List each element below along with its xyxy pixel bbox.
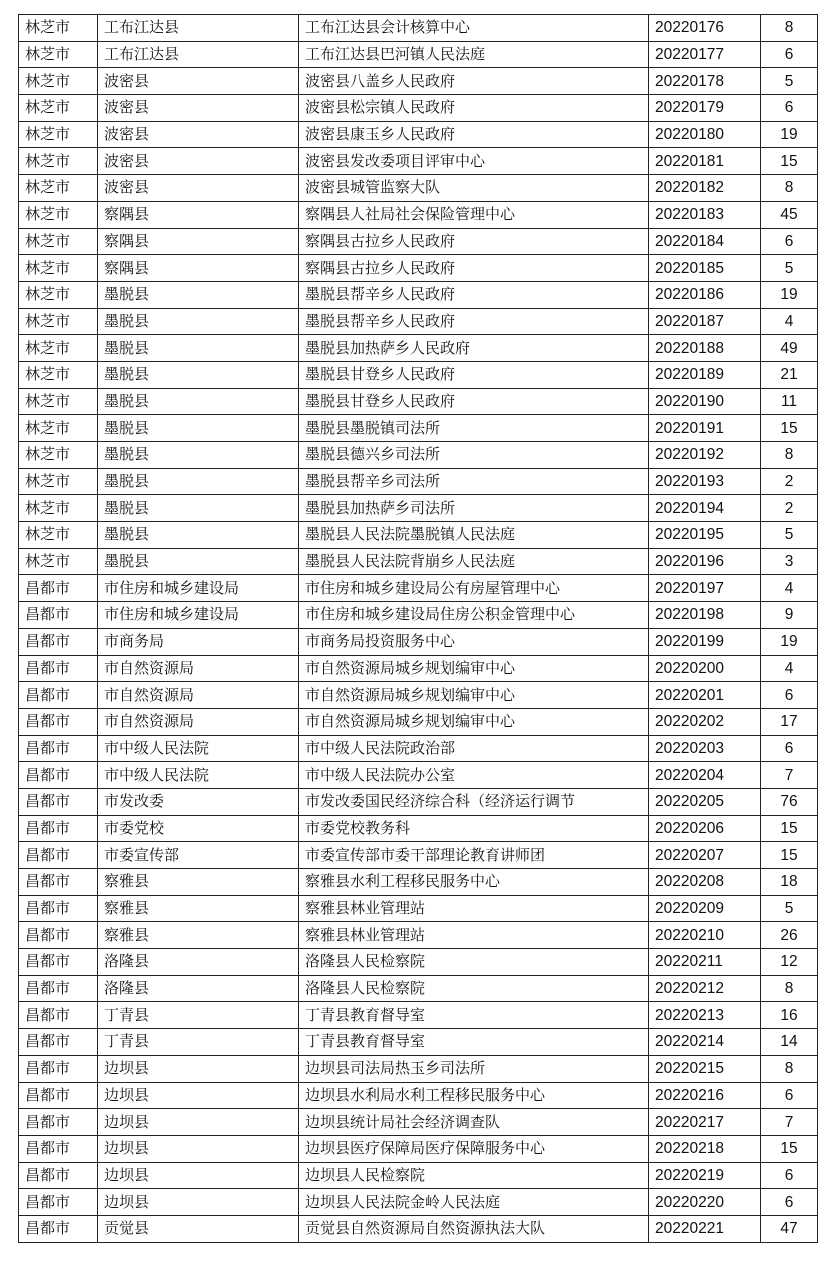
- city-cell: 昌都市: [19, 1189, 98, 1216]
- position-code-cell: 20220180: [649, 121, 761, 148]
- unit-cell: 察隅县古拉乡人民政府: [299, 255, 649, 282]
- quota-cell: 5: [761, 255, 818, 282]
- position-code-cell: 20220221: [649, 1215, 761, 1242]
- department-cell: 察雅县: [98, 895, 299, 922]
- table-row: [19, 735, 818, 762]
- department-cell: 市委宣传部: [98, 842, 299, 869]
- position-table: [18, 14, 818, 1243]
- position-code-cell: 20220197: [649, 575, 761, 602]
- department-cell: 墨脱县: [98, 495, 299, 522]
- position-code-cell: 20220201: [649, 682, 761, 709]
- position-code-cell: 20220190: [649, 388, 761, 415]
- position-code-cell: 20220220: [649, 1189, 761, 1216]
- table-row: [19, 41, 818, 68]
- table-row: [19, 68, 818, 95]
- department-cell: 洛隆县: [98, 975, 299, 1002]
- quota-cell: 8: [761, 975, 818, 1002]
- quota-cell: 19: [761, 281, 818, 308]
- city-cell: 昌都市: [19, 575, 98, 602]
- table-row: [19, 1082, 818, 1109]
- table-row: [19, 175, 818, 202]
- department-cell: 边坝县: [98, 1162, 299, 1189]
- city-cell: 昌都市: [19, 975, 98, 1002]
- recruitment-table-sheet: [18, 14, 817, 1243]
- position-code-cell: 20220196: [649, 548, 761, 575]
- city-cell: 林芝市: [19, 522, 98, 549]
- table-row: [19, 628, 818, 655]
- quota-cell: 9: [761, 602, 818, 629]
- table-row: [19, 922, 818, 949]
- table-row: [19, 708, 818, 735]
- position-code-cell: 20220209: [649, 895, 761, 922]
- city-cell: 昌都市: [19, 735, 98, 762]
- table-row: [19, 308, 818, 335]
- quota-cell: 7: [761, 1109, 818, 1136]
- table-row: [19, 15, 818, 42]
- table-row: [19, 1109, 818, 1136]
- unit-cell: 察雅县水利工程移民服务中心: [299, 869, 649, 896]
- city-cell: 昌都市: [19, 869, 98, 896]
- department-cell: 边坝县: [98, 1055, 299, 1082]
- city-cell: 林芝市: [19, 281, 98, 308]
- city-cell: 林芝市: [19, 255, 98, 282]
- position-code-cell: 20220184: [649, 228, 761, 255]
- unit-cell: 市委宣传部市委干部理论教育讲师团: [299, 842, 649, 869]
- unit-cell: 察隅县古拉乡人民政府: [299, 228, 649, 255]
- position-code-cell: 20220208: [649, 869, 761, 896]
- quota-cell: 45: [761, 201, 818, 228]
- position-code-cell: 20220177: [649, 41, 761, 68]
- unit-cell: 墨脱县帮辛乡司法所: [299, 468, 649, 495]
- unit-cell: 市住房和城乡建设局公有房屋管理中心: [299, 575, 649, 602]
- department-cell: 波密县: [98, 148, 299, 175]
- quota-cell: 47: [761, 1215, 818, 1242]
- table-row: [19, 815, 818, 842]
- department-cell: 墨脱县: [98, 548, 299, 575]
- table-row: [19, 949, 818, 976]
- table-row: [19, 255, 818, 282]
- position-code-cell: 20220198: [649, 602, 761, 629]
- city-cell: 昌都市: [19, 895, 98, 922]
- unit-cell: 墨脱县墨脱镇司法所: [299, 415, 649, 442]
- quota-cell: 15: [761, 148, 818, 175]
- table-row: [19, 495, 818, 522]
- unit-cell: 墨脱县人民法院墨脱镇人民法庭: [299, 522, 649, 549]
- quota-cell: 3: [761, 548, 818, 575]
- quota-cell: 2: [761, 468, 818, 495]
- department-cell: 市自然资源局: [98, 655, 299, 682]
- city-cell: 昌都市: [19, 842, 98, 869]
- quota-cell: 21: [761, 361, 818, 388]
- city-cell: 昌都市: [19, 1162, 98, 1189]
- quota-cell: 2: [761, 495, 818, 522]
- department-cell: 波密县: [98, 175, 299, 202]
- unit-cell: 市中级人民法院办公室: [299, 762, 649, 789]
- unit-cell: 察雅县林业管理站: [299, 895, 649, 922]
- table-row: [19, 842, 818, 869]
- table-row: [19, 442, 818, 469]
- unit-cell: 贡觉县自然资源局自然资源执法大队: [299, 1215, 649, 1242]
- position-code-cell: 20220218: [649, 1135, 761, 1162]
- table-row: [19, 602, 818, 629]
- position-code-cell: 20220199: [649, 628, 761, 655]
- table-row: [19, 228, 818, 255]
- position-code-cell: 20220214: [649, 1029, 761, 1056]
- city-cell: 林芝市: [19, 68, 98, 95]
- unit-cell: 墨脱县加热萨乡司法所: [299, 495, 649, 522]
- city-cell: 林芝市: [19, 15, 98, 42]
- city-cell: 昌都市: [19, 628, 98, 655]
- department-cell: 察隅县: [98, 201, 299, 228]
- quota-cell: 6: [761, 95, 818, 122]
- city-cell: 林芝市: [19, 175, 98, 202]
- department-cell: 市自然资源局: [98, 682, 299, 709]
- department-cell: 墨脱县: [98, 361, 299, 388]
- city-cell: 林芝市: [19, 495, 98, 522]
- city-cell: 昌都市: [19, 655, 98, 682]
- quota-cell: 18: [761, 869, 818, 896]
- department-cell: 市住房和城乡建设局: [98, 575, 299, 602]
- unit-cell: 边坝县人民检察院: [299, 1162, 649, 1189]
- position-code-cell: 20220189: [649, 361, 761, 388]
- table-row: [19, 201, 818, 228]
- position-code-cell: 20220205: [649, 788, 761, 815]
- unit-cell: 市发改委国民经济综合科（经济运行调节: [299, 788, 649, 815]
- quota-cell: 5: [761, 522, 818, 549]
- department-cell: 墨脱县: [98, 308, 299, 335]
- quota-cell: 6: [761, 1082, 818, 1109]
- city-cell: 林芝市: [19, 468, 98, 495]
- position-code-cell: 20220217: [649, 1109, 761, 1136]
- position-code-cell: 20220181: [649, 148, 761, 175]
- position-code-cell: 20220211: [649, 949, 761, 976]
- department-cell: 察雅县: [98, 922, 299, 949]
- position-code-cell: 20220200: [649, 655, 761, 682]
- city-cell: 林芝市: [19, 442, 98, 469]
- position-code-cell: 20220187: [649, 308, 761, 335]
- position-code-cell: 20220212: [649, 975, 761, 1002]
- unit-cell: 市住房和城乡建设局住房公积金管理中心: [299, 602, 649, 629]
- unit-cell: 墨脱县甘登乡人民政府: [299, 361, 649, 388]
- unit-cell: 洛隆县人民检察院: [299, 975, 649, 1002]
- unit-cell: 边坝县人民法院金岭人民法庭: [299, 1189, 649, 1216]
- unit-cell: 波密县八盖乡人民政府: [299, 68, 649, 95]
- department-cell: 波密县: [98, 95, 299, 122]
- unit-cell: 察隅县人社局社会保险管理中心: [299, 201, 649, 228]
- quota-cell: 6: [761, 41, 818, 68]
- unit-cell: 墨脱县加热萨乡人民政府: [299, 335, 649, 362]
- position-code-cell: 20220204: [649, 762, 761, 789]
- table-row: [19, 1215, 818, 1242]
- unit-cell: 市商务局投资服务中心: [299, 628, 649, 655]
- quota-cell: 6: [761, 228, 818, 255]
- position-code-cell: 20220178: [649, 68, 761, 95]
- unit-cell: 波密县松宗镇人民政府: [299, 95, 649, 122]
- department-cell: 市中级人民法院: [98, 762, 299, 789]
- table-row: [19, 361, 818, 388]
- unit-cell: 丁青县教育督导室: [299, 1029, 649, 1056]
- table-row: [19, 548, 818, 575]
- table-row: [19, 1189, 818, 1216]
- position-code-cell: 20220203: [649, 735, 761, 762]
- unit-cell: 墨脱县帮辛乡人民政府: [299, 308, 649, 335]
- department-cell: 波密县: [98, 68, 299, 95]
- city-cell: 林芝市: [19, 121, 98, 148]
- quota-cell: 6: [761, 1162, 818, 1189]
- department-cell: 工布江达县: [98, 41, 299, 68]
- unit-cell: 边坝县统计局社会经济调查队: [299, 1109, 649, 1136]
- table-row: [19, 682, 818, 709]
- department-cell: 墨脱县: [98, 522, 299, 549]
- quota-cell: 15: [761, 415, 818, 442]
- table-row: [19, 1135, 818, 1162]
- city-cell: 林芝市: [19, 95, 98, 122]
- position-code-cell: 20220206: [649, 815, 761, 842]
- quota-cell: 8: [761, 15, 818, 42]
- city-cell: 林芝市: [19, 388, 98, 415]
- unit-cell: 市自然资源局城乡规划编审中心: [299, 682, 649, 709]
- position-code-cell: 20220215: [649, 1055, 761, 1082]
- table-row: [19, 869, 818, 896]
- unit-cell: 察雅县林业管理站: [299, 922, 649, 949]
- city-cell: 昌都市: [19, 1215, 98, 1242]
- department-cell: 墨脱县: [98, 281, 299, 308]
- department-cell: 工布江达县: [98, 15, 299, 42]
- unit-cell: 波密县发改委项目评审中心: [299, 148, 649, 175]
- quota-cell: 8: [761, 1055, 818, 1082]
- quota-cell: 76: [761, 788, 818, 815]
- position-code-cell: 20220210: [649, 922, 761, 949]
- city-cell: 昌都市: [19, 1055, 98, 1082]
- position-code-cell: 20220216: [649, 1082, 761, 1109]
- unit-cell: 工布江达县巴河镇人民法庭: [299, 41, 649, 68]
- department-cell: 墨脱县: [98, 415, 299, 442]
- department-cell: 墨脱县: [98, 442, 299, 469]
- position-code-cell: 20220191: [649, 415, 761, 442]
- table-row: [19, 148, 818, 175]
- quota-cell: 6: [761, 1189, 818, 1216]
- department-cell: 察隅县: [98, 228, 299, 255]
- department-cell: 洛隆县: [98, 949, 299, 976]
- city-cell: 昌都市: [19, 1029, 98, 1056]
- city-cell: 昌都市: [19, 1082, 98, 1109]
- position-code-cell: 20220194: [649, 495, 761, 522]
- position-code-cell: 20220176: [649, 15, 761, 42]
- city-cell: 昌都市: [19, 1109, 98, 1136]
- position-code-cell: 20220207: [649, 842, 761, 869]
- department-cell: 市自然资源局: [98, 708, 299, 735]
- unit-cell: 市委党校教务科: [299, 815, 649, 842]
- unit-cell: 市自然资源局城乡规划编审中心: [299, 708, 649, 735]
- city-cell: 林芝市: [19, 148, 98, 175]
- department-cell: 市发改委: [98, 788, 299, 815]
- department-cell: 市商务局: [98, 628, 299, 655]
- quota-cell: 5: [761, 68, 818, 95]
- department-cell: 波密县: [98, 121, 299, 148]
- position-code-cell: 20220183: [649, 201, 761, 228]
- department-cell: 察隅县: [98, 255, 299, 282]
- unit-cell: 工布江达县会计核算中心: [299, 15, 649, 42]
- position-code-cell: 20220219: [649, 1162, 761, 1189]
- quota-cell: 19: [761, 628, 818, 655]
- quota-cell: 8: [761, 442, 818, 469]
- unit-cell: 墨脱县人民法院背崩乡人民法庭: [299, 548, 649, 575]
- quota-cell: 15: [761, 842, 818, 869]
- quota-cell: 4: [761, 575, 818, 602]
- table-row: [19, 788, 818, 815]
- table-row: [19, 388, 818, 415]
- quota-cell: 6: [761, 682, 818, 709]
- table-row: [19, 575, 818, 602]
- unit-cell: 墨脱县德兴乡司法所: [299, 442, 649, 469]
- table-row: [19, 121, 818, 148]
- department-cell: 市中级人民法院: [98, 735, 299, 762]
- position-code-cell: 20220186: [649, 281, 761, 308]
- department-cell: 察雅县: [98, 869, 299, 896]
- city-cell: 昌都市: [19, 602, 98, 629]
- quota-cell: 16: [761, 1002, 818, 1029]
- department-cell: 丁青县: [98, 1002, 299, 1029]
- city-cell: 林芝市: [19, 415, 98, 442]
- city-cell: 昌都市: [19, 682, 98, 709]
- position-code-cell: 20220192: [649, 442, 761, 469]
- table-row: [19, 281, 818, 308]
- quota-cell: 6: [761, 735, 818, 762]
- unit-cell: 洛隆县人民检察院: [299, 949, 649, 976]
- department-cell: 边坝县: [98, 1189, 299, 1216]
- quota-cell: 5: [761, 895, 818, 922]
- city-cell: 昌都市: [19, 922, 98, 949]
- quota-cell: 15: [761, 815, 818, 842]
- unit-cell: 墨脱县帮辛乡人民政府: [299, 281, 649, 308]
- quota-cell: 7: [761, 762, 818, 789]
- city-cell: 昌都市: [19, 1002, 98, 1029]
- quota-cell: 8: [761, 175, 818, 202]
- city-cell: 昌都市: [19, 815, 98, 842]
- table-row: [19, 335, 818, 362]
- city-cell: 昌都市: [19, 949, 98, 976]
- position-code-cell: 20220195: [649, 522, 761, 549]
- city-cell: 昌都市: [19, 708, 98, 735]
- department-cell: 边坝县: [98, 1135, 299, 1162]
- unit-cell: 市自然资源局城乡规划编审中心: [299, 655, 649, 682]
- department-cell: 边坝县: [98, 1109, 299, 1136]
- quota-cell: 14: [761, 1029, 818, 1056]
- table-row: [19, 762, 818, 789]
- city-cell: 昌都市: [19, 762, 98, 789]
- quota-cell: 26: [761, 922, 818, 949]
- quota-cell: 4: [761, 655, 818, 682]
- quota-cell: 17: [761, 708, 818, 735]
- position-code-cell: 20220202: [649, 708, 761, 735]
- unit-cell: 丁青县教育督导室: [299, 1002, 649, 1029]
- city-cell: 林芝市: [19, 548, 98, 575]
- department-cell: 丁青县: [98, 1029, 299, 1056]
- quota-cell: 11: [761, 388, 818, 415]
- quota-cell: 19: [761, 121, 818, 148]
- position-code-cell: 20220193: [649, 468, 761, 495]
- unit-cell: 边坝县水利局水利工程移民服务中心: [299, 1082, 649, 1109]
- table-row: [19, 1002, 818, 1029]
- table-row: [19, 1162, 818, 1189]
- city-cell: 林芝市: [19, 201, 98, 228]
- department-cell: 市住房和城乡建设局: [98, 602, 299, 629]
- city-cell: 林芝市: [19, 308, 98, 335]
- department-cell: 墨脱县: [98, 468, 299, 495]
- department-cell: 贡觉县: [98, 1215, 299, 1242]
- city-cell: 林芝市: [19, 361, 98, 388]
- table-row: [19, 1055, 818, 1082]
- unit-cell: 波密县康玉乡人民政府: [299, 121, 649, 148]
- position-code-cell: 20220188: [649, 335, 761, 362]
- department-cell: 市委党校: [98, 815, 299, 842]
- position-code-cell: 20220179: [649, 95, 761, 122]
- table-body: [19, 15, 818, 1243]
- unit-cell: 边坝县司法局热玉乡司法所: [299, 1055, 649, 1082]
- city-cell: 昌都市: [19, 1135, 98, 1162]
- unit-cell: 墨脱县甘登乡人民政府: [299, 388, 649, 415]
- city-cell: 林芝市: [19, 335, 98, 362]
- quota-cell: 4: [761, 308, 818, 335]
- position-code-cell: 20220185: [649, 255, 761, 282]
- city-cell: 林芝市: [19, 228, 98, 255]
- table-row: [19, 655, 818, 682]
- table-row: [19, 415, 818, 442]
- quota-cell: 15: [761, 1135, 818, 1162]
- quota-cell: 12: [761, 949, 818, 976]
- position-code-cell: 20220182: [649, 175, 761, 202]
- department-cell: 墨脱县: [98, 335, 299, 362]
- unit-cell: 边坝县医疗保障局医疗保障服务中心: [299, 1135, 649, 1162]
- table-row: [19, 975, 818, 1002]
- table-row: [19, 468, 818, 495]
- table-row: [19, 95, 818, 122]
- unit-cell: 波密县城管监察大队: [299, 175, 649, 202]
- department-cell: 墨脱县: [98, 388, 299, 415]
- table-row: [19, 522, 818, 549]
- table-row: [19, 1029, 818, 1056]
- department-cell: 边坝县: [98, 1082, 299, 1109]
- table-row: [19, 895, 818, 922]
- city-cell: 昌都市: [19, 788, 98, 815]
- unit-cell: 市中级人民法院政治部: [299, 735, 649, 762]
- quota-cell: 49: [761, 335, 818, 362]
- position-code-cell: 20220213: [649, 1002, 761, 1029]
- city-cell: 林芝市: [19, 41, 98, 68]
